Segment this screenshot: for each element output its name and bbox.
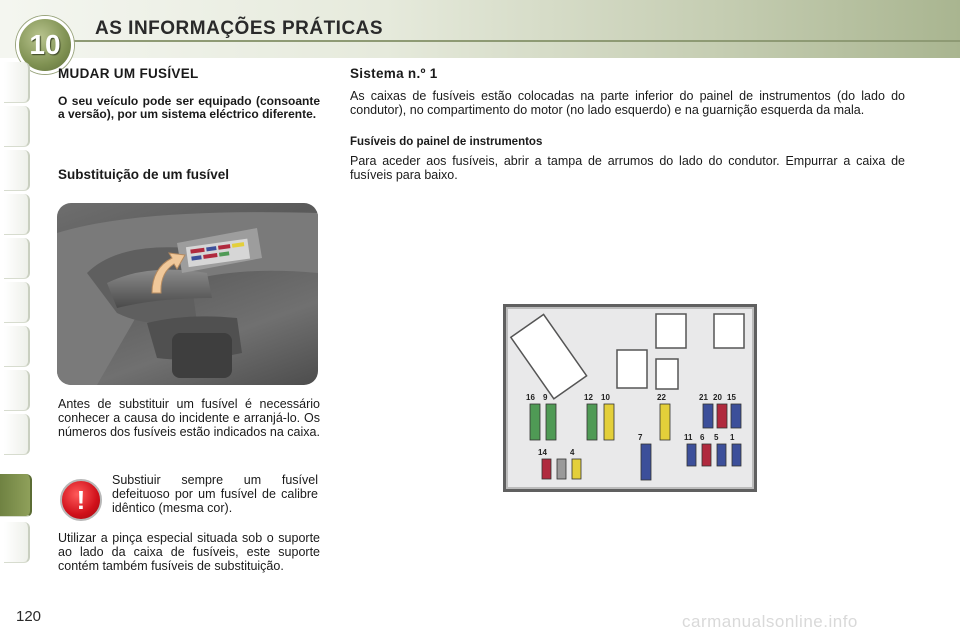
chapter-tab[interactable] [4,282,30,323]
chapter-tab-active[interactable] [0,474,32,517]
fuse-box-diagram [503,304,757,492]
fuse-label: 7 [638,433,643,442]
fuse-slot [703,404,713,428]
system-heading: Sistema n.º 1 [350,66,438,81]
chapter-tab[interactable] [4,150,30,191]
fuse-label: 14 [538,448,547,457]
right-column [350,66,905,182]
fuse-slot [572,459,581,479]
fuse-label: 16 [526,393,535,402]
chapter-tabs [0,62,30,582]
fuse-label: 6 [700,433,705,442]
chapter-tab[interactable] [4,414,30,455]
fuse-slot [587,404,597,440]
chapter-number: 10 [29,29,61,60]
chapter-tab[interactable] [4,238,30,279]
fuse-slot [687,444,696,466]
fuse-label: 21 [699,393,708,402]
fuse-slot [702,444,711,466]
fuse-slot [717,404,727,428]
section-heading: MUDAR UM FUSÍVEL [58,66,199,81]
fuse-box-location-photo [57,203,318,385]
fuse-label: 9 [543,393,548,402]
chapter-title: AS INFORMAÇÕES PRÁTICAS [95,18,384,39]
fuse-label: 20 [713,393,722,402]
fuse-label: 22 [657,393,666,402]
fuse-slot [732,444,741,466]
page-number: 120 [16,608,42,625]
replacement-info: Antes de substituir um fusível é necessário conhecer a causa do incidente e arranjá-lo. Os números dos fusíveis estão indicados na caixa. [58,397,320,439]
watermark: carmanualsonline.info [682,612,858,631]
fuse-slot [546,404,556,440]
fuse-label: 10 [601,393,610,402]
warning-icon: ! [60,479,102,521]
access-instructions: Para aceder aos fusíveis, abrir a tampa de arrumos do lado do condutor. Empurrar a caixa de fusíveis para baixo. [350,154,905,182]
intro-text: O seu veículo pode ser equipado (consoante a versão), por um sistema eléctrico diferente. [58,94,320,121]
fuse-label: 4 [570,448,575,457]
instrument-panel-heading: Fusíveis do painel de instrumentos [350,136,543,148]
fuse-slot [717,444,726,466]
fuse-slot [660,404,670,440]
tweezers-info: Utilizar a pinça especial situada sob o suporte ao lado da caixa de fusíveis, este suporte contém também fusíveis de substituição. [58,531,320,573]
chapter-tab[interactable] [4,522,30,563]
fuse-label: 11 [684,433,693,442]
header-rule [60,40,960,42]
fuse-slot [604,404,614,440]
chapter-tab[interactable] [4,370,30,411]
fuse-label: 15 [727,393,736,402]
fuse-slot [530,404,540,440]
fuse-label: 1 [730,433,735,442]
fuse-label: 5 [714,433,719,442]
fuse-slot [542,459,551,479]
fuse-slot [557,459,566,479]
sub-heading: Substituição de um fusível [58,167,230,182]
left-column [58,66,320,193]
warning-text: Substiuir sempre um fusível defeituoso por um fusível de calibre idêntico (mesma cor). [112,473,318,515]
system-description: As caixas de fusíveis estão colocadas na parte inferior do painel de instrumentos (do lado do condutor), no compartimento do motor (no lado esquerdo) e na guarnição esquerda da mala. [350,89,905,117]
chapter-tab[interactable] [4,106,30,147]
fuse-label: 12 [584,393,593,402]
chapter-tab[interactable] [4,194,30,235]
fuse-slot [641,444,651,480]
chapter-tab[interactable] [4,326,30,367]
chapter-tab[interactable] [4,62,30,103]
fuse-slot [731,404,741,428]
